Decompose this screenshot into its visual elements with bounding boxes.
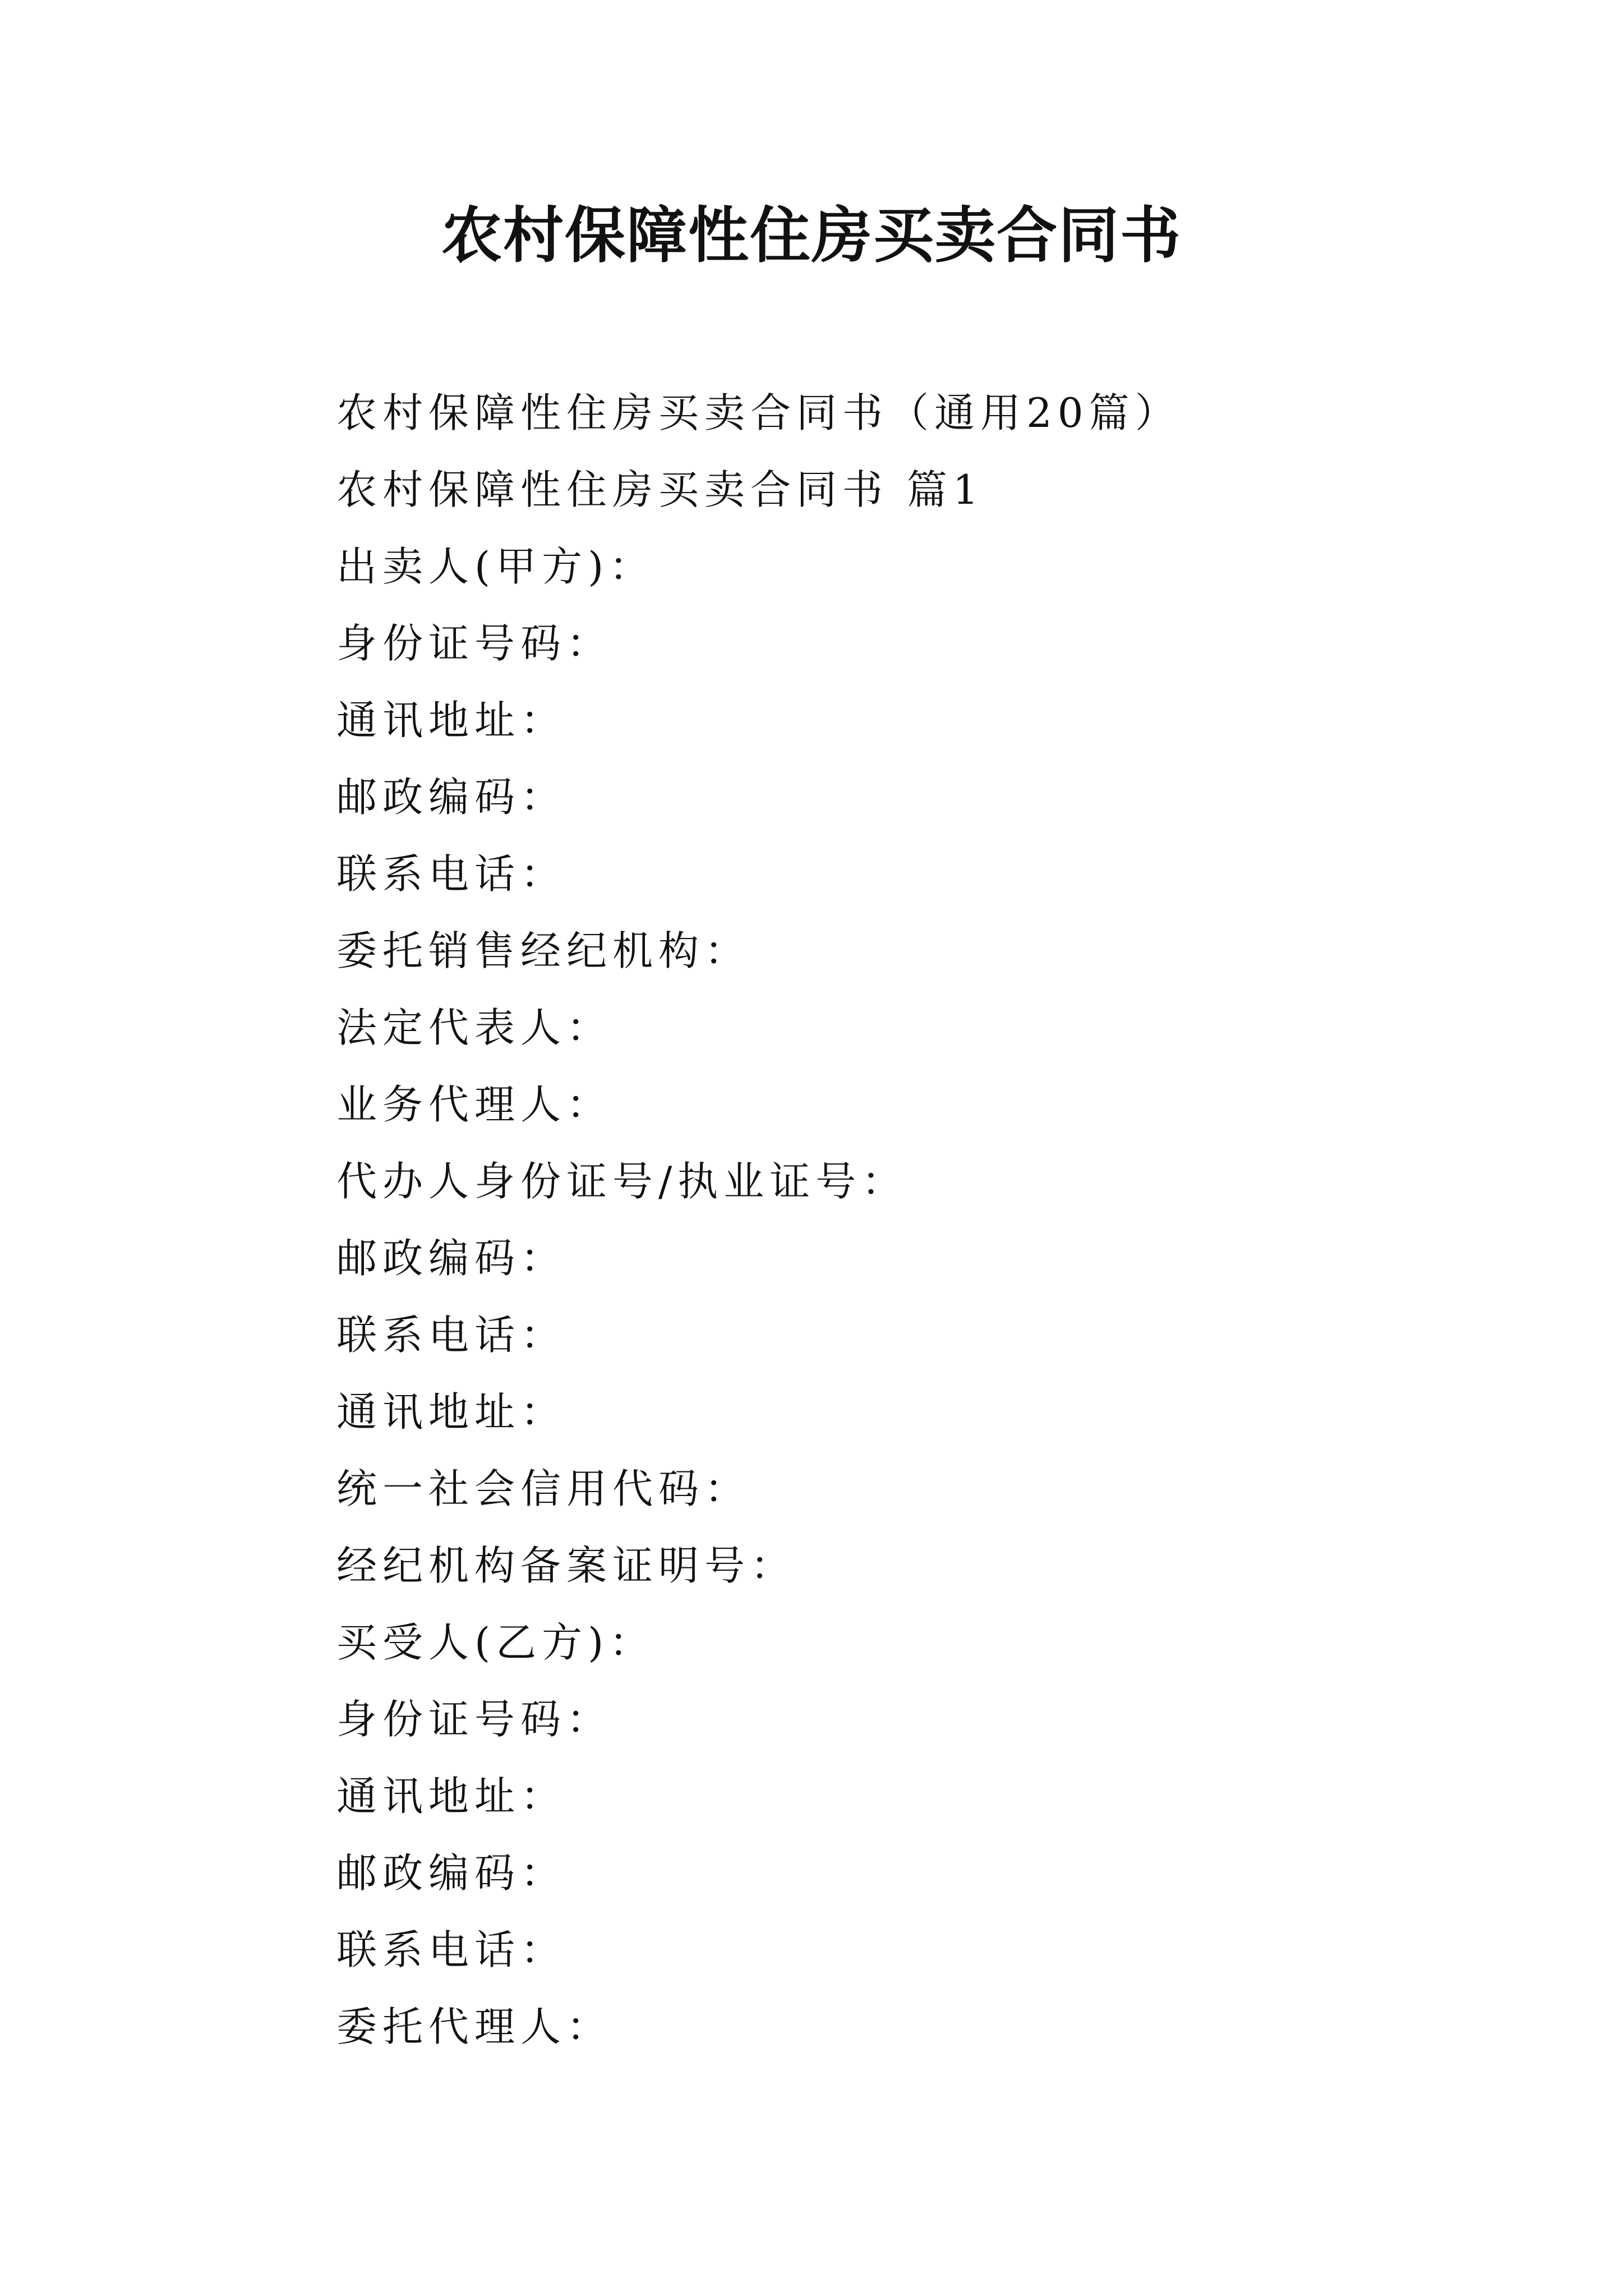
agency-phone-field: 联系电话： — [336, 1312, 567, 1359]
agency-record-number-field: 经纪机构备案证明号： — [336, 1542, 797, 1589]
credit-code-field: 统一社会信用代码： — [336, 1465, 751, 1512]
agency-field: 委托销售经纪机构： — [336, 927, 751, 974]
seller-field: 出卖人(甲方)： — [336, 543, 656, 590]
seller-phone-field: 联系电话： — [336, 850, 567, 898]
buyer-agent-field: 委托代理人： — [336, 2003, 613, 2050]
subtitle-line: 农村保障性住房买卖合同书（通用20篇） — [336, 389, 1181, 436]
document-body — [336, 375, 1458, 2065]
legal-representative-field: 法定代表人： — [336, 1004, 613, 1051]
document-title: 农村保障性住房买卖合同书 — [441, 200, 1182, 271]
buyer-field: 买受人(乙方)： — [336, 1619, 656, 1666]
buyer-address-field: 通讯地址： — [336, 1773, 567, 1820]
buyer-id-number-field: 身份证号码： — [336, 1696, 613, 1743]
agency-postcode-field: 邮政编码： — [336, 1235, 567, 1282]
agent-id-license-field: 代办人身份证号/执业证号： — [336, 1158, 908, 1205]
business-agent-field: 业务代理人： — [336, 1081, 613, 1128]
agency-address-field: 通讯地址： — [336, 1388, 567, 1435]
seller-id-number-field: 身份证号码： — [336, 620, 613, 667]
buyer-postcode-field: 邮政编码： — [336, 1849, 567, 1897]
buyer-phone-field: 联系电话： — [336, 1926, 567, 1973]
seller-postcode-field: 邮政编码： — [336, 774, 567, 821]
seller-address-field: 通讯地址： — [336, 697, 567, 744]
section-heading: 农村保障性住房买卖合同书 篇1 — [336, 466, 984, 513]
